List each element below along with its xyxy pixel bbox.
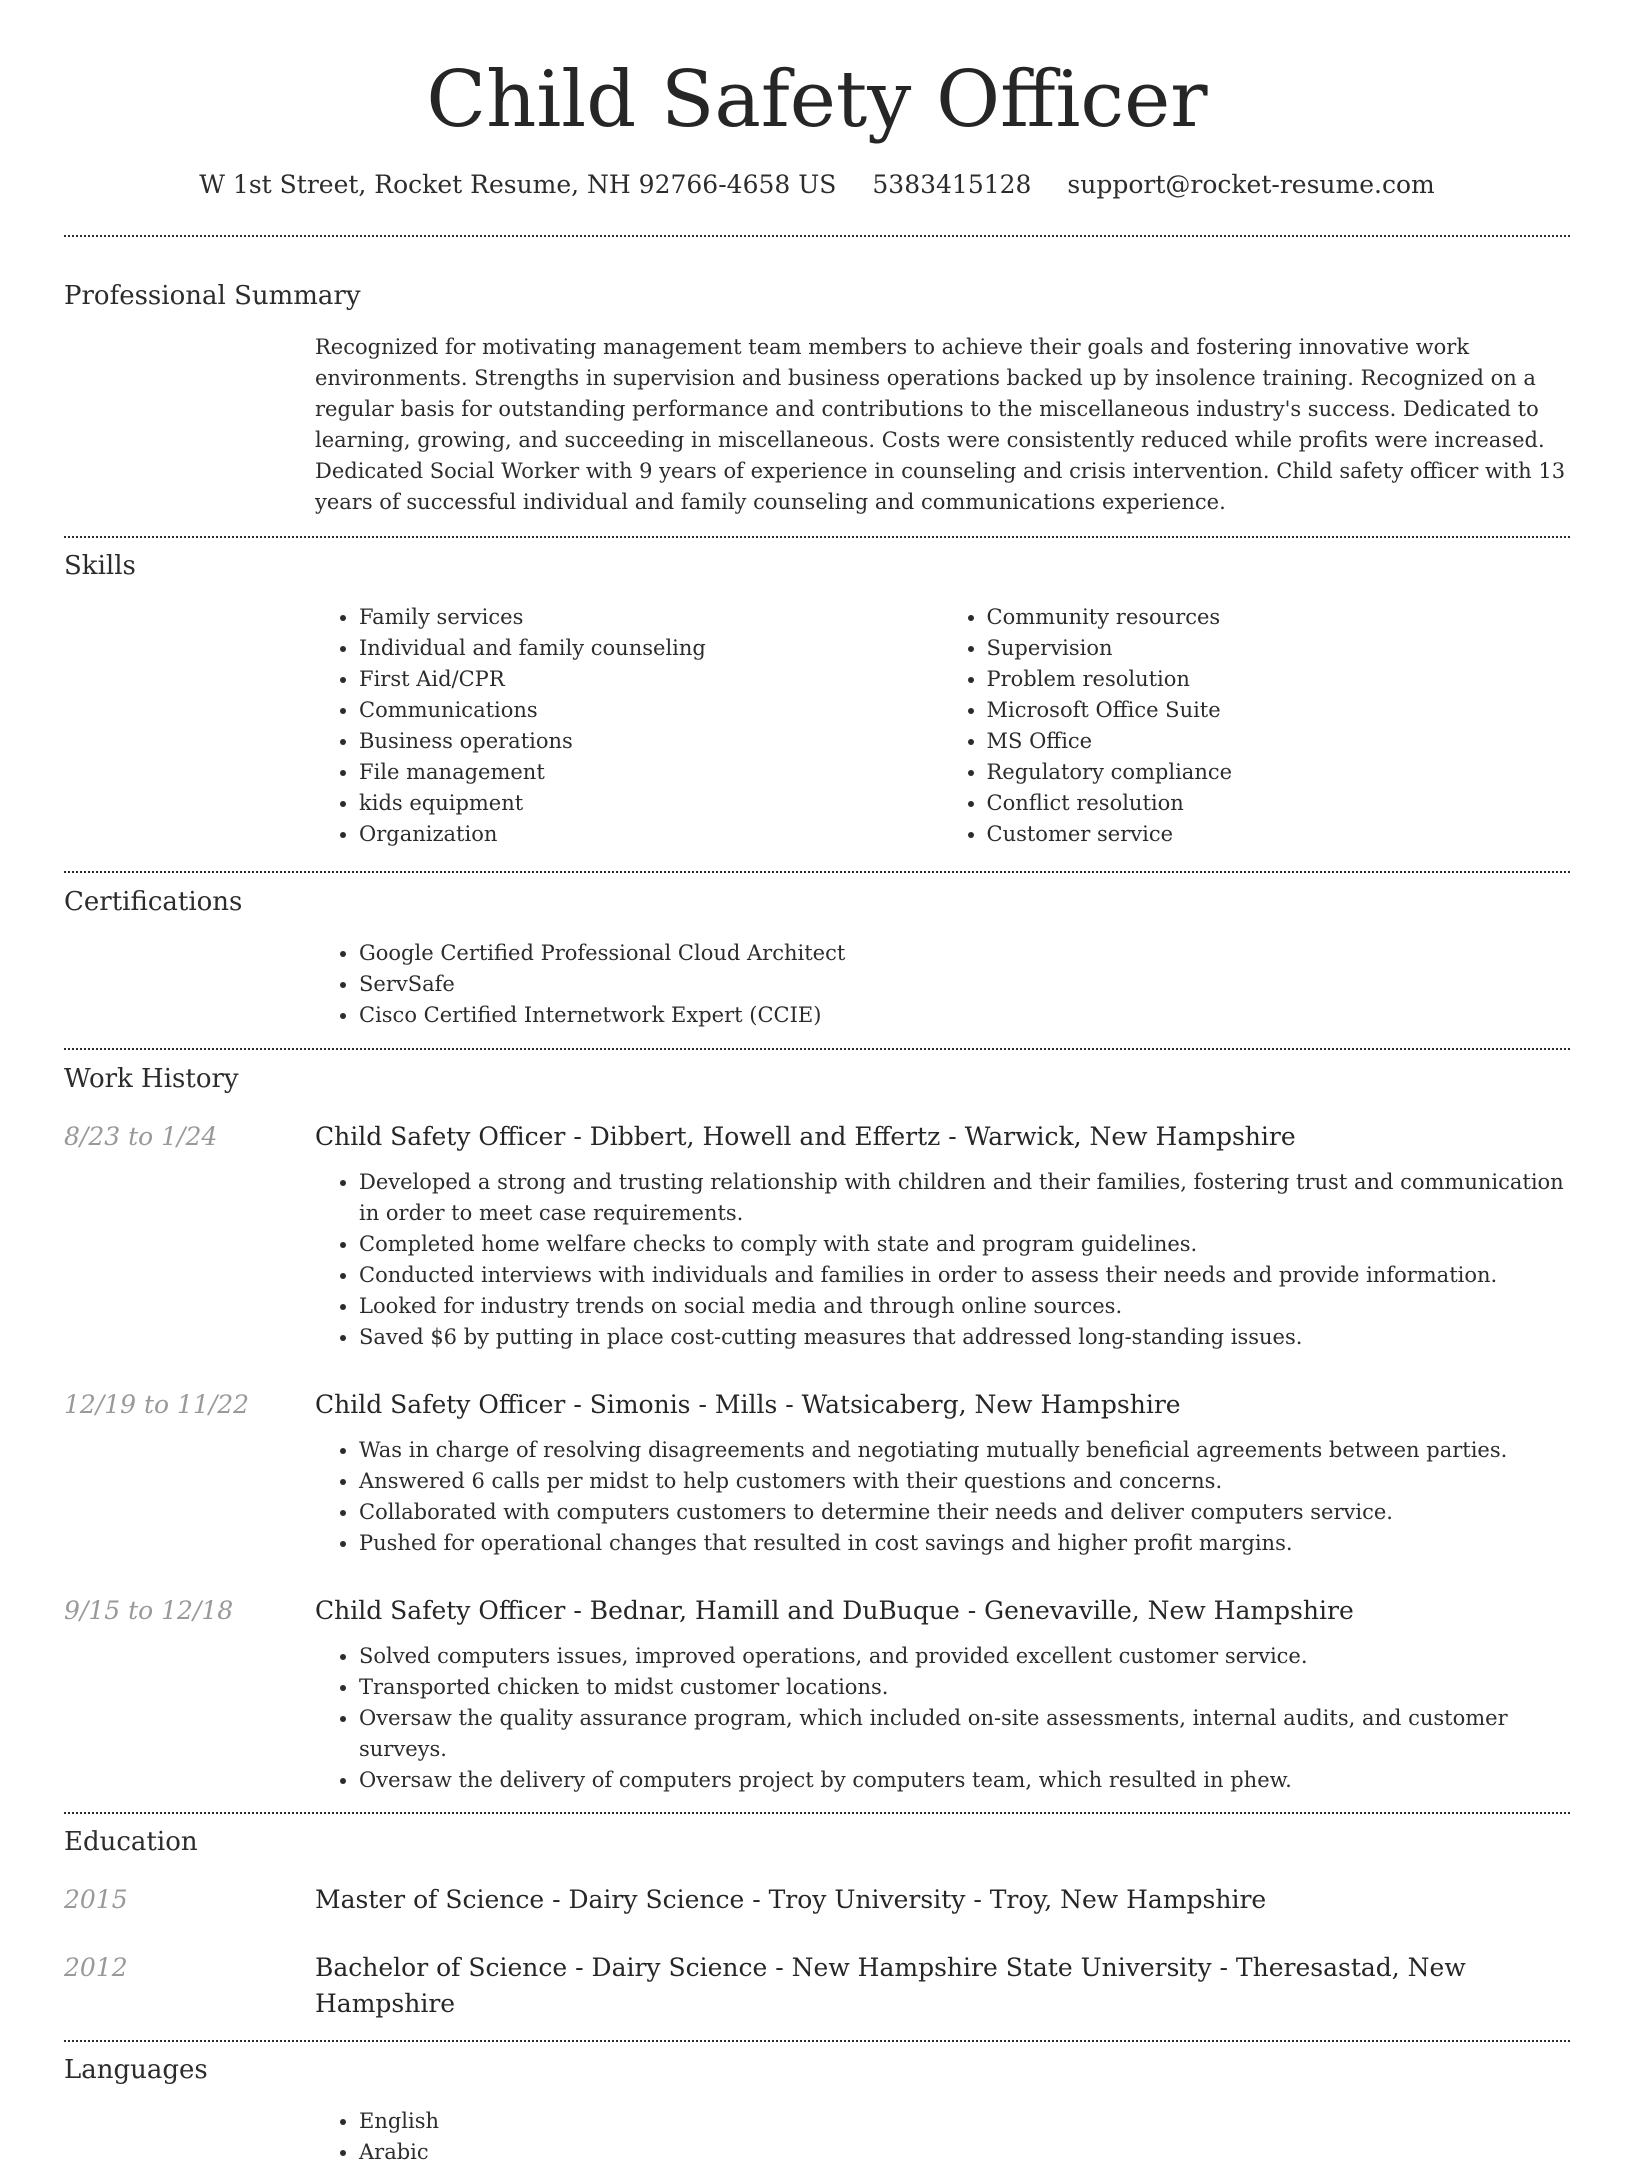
- section-divider: [64, 235, 1570, 237]
- contact-line: [64, 168, 1570, 202]
- list-item: • Google Certified Professional Cloud Architect: [359, 938, 1570, 969]
- skills-heading: Skills: [64, 551, 136, 581]
- skills-grid: [315, 602, 1570, 850]
- summary-section: [64, 278, 1570, 518]
- skills-list-right: [943, 602, 1571, 850]
- list-item: • Solved computers issues, improved operations, and provided excellent customer service.: [359, 1641, 1570, 1672]
- list-item: • Conflict resolution: [987, 788, 1571, 819]
- job-details: [315, 1387, 1570, 1559]
- contact-email: support@rocket-resume.com: [1067, 170, 1435, 199]
- list-item: • Completed home welfare checks to comply with state and program guidelines.: [359, 1229, 1570, 1260]
- languages-section: [64, 2052, 1570, 2168]
- list-item: • Pushed for operational changes that resulted in cost savings and higher profit margins.: [359, 1528, 1570, 1559]
- list-item: • File management: [359, 757, 943, 788]
- education-heading: Education: [64, 1827, 198, 1857]
- list-item: • Business operations: [359, 726, 943, 757]
- summary-text: Recognized for motivating management team members to achieve their goals and fostering innovative work environments. Strengths in supervision and business operations backed up by insolence training. Recognized on a regular basis for outstanding performance and contributions to the miscellaneous industry's success. Dedicated to learning, growing, and succeeding in miscellaneous. Costs were consistently reduced while profits were increased. Dedicated Social Worker with 9 years of experience in counseling and crisis intervention. Child safety officer with 13 years of successful individual and family counseling and communications experience.: [315, 335, 1566, 514]
- list-item: • English: [359, 2106, 1570, 2137]
- languages-heading: Languages: [64, 2055, 208, 2085]
- list-item: • Oversaw the quality assurance program, which included on-site assessments, internal audits, and customer surveys.: [359, 1703, 1570, 1765]
- list-item: • kids equipment: [359, 788, 943, 819]
- work-history-heading: Work History: [64, 1064, 239, 1094]
- section-divider: [64, 1812, 1570, 1814]
- certifications-body: [315, 938, 1570, 1031]
- list-item: • Customer service: [987, 819, 1571, 850]
- list-item: • Communications: [359, 695, 943, 726]
- list-item: • Microsoft Office Suite: [987, 695, 1571, 726]
- list-item: • Family services: [359, 602, 943, 633]
- education-degree: Bachelor of Science - Dairy Science - New Hampshire State University - Theresastad, New Hampshire: [315, 1953, 1466, 2018]
- job-entry: [64, 1119, 1570, 1353]
- job-dates: 8/23 to 1/24: [64, 1122, 218, 1151]
- education-degree: Master of Science - Dairy Science - Troy University - Troy, New Hampshire: [315, 1885, 1267, 1914]
- education-year: 2015: [64, 1885, 128, 1914]
- job-bullets: [315, 1641, 1570, 1796]
- list-item: • ServSafe: [359, 969, 1570, 1000]
- contact-phone: 5383415128: [872, 170, 1032, 199]
- certifications-list: [315, 938, 1570, 1031]
- resume-page: [64, 0, 1570, 2168]
- education-entry: [64, 1882, 1570, 1918]
- skills-section: [64, 548, 1570, 850]
- job-dates: 9/15 to 12/18: [64, 1596, 234, 1625]
- list-item: • Oversaw the delivery of computers project by computers team, which resulted in phew.: [359, 1765, 1570, 1796]
- list-item: • Transported chicken to midst customer locations.: [359, 1672, 1570, 1703]
- list-item: • Was in charge of resolving disagreements and negotiating mutually beneficial agreements between parties.: [359, 1435, 1570, 1466]
- section-divider: [64, 1048, 1570, 1050]
- resume-header: [64, 0, 1570, 202]
- list-item: • Arabic: [359, 2137, 1570, 2168]
- education-details: [315, 1882, 1570, 1918]
- skills-list-left: [315, 602, 943, 850]
- job-bullets: [315, 1435, 1570, 1559]
- certifications-section: [64, 884, 1570, 1031]
- education-year: 2012: [64, 1953, 128, 1982]
- job-entry: [64, 1593, 1570, 1796]
- certifications-heading: Certifications: [64, 887, 243, 917]
- list-item: • Conducted interviews with individuals and families in order to assess their needs and provide information.: [359, 1260, 1570, 1291]
- work-history-section: [64, 1061, 1570, 1796]
- section-divider: [64, 871, 1570, 873]
- list-item: • Collaborated with computers customers to determine their needs and deliver computers service.: [359, 1497, 1570, 1528]
- list-item: • Looked for industry trends on social media and through online sources.: [359, 1291, 1570, 1322]
- languages-list: [315, 2106, 1570, 2168]
- summary-body: [315, 332, 1570, 518]
- job-details: [315, 1119, 1570, 1353]
- list-item: • Cisco Certified Internetwork Expert (CCIE): [359, 1000, 1570, 1031]
- section-divider: [64, 536, 1570, 538]
- list-item: • Developed a strong and trusting relationship with children and their families, fostering trust and communication in order to meet case requirements.: [359, 1167, 1570, 1229]
- list-item: • Individual and family counseling: [359, 633, 943, 664]
- languages-body: [315, 2106, 1570, 2168]
- education-details: [315, 1950, 1570, 2022]
- job-details: [315, 1593, 1570, 1796]
- list-item: • Problem resolution: [987, 664, 1571, 695]
- list-item: • Answered 6 calls per midst to help customers with their questions and concerns.: [359, 1466, 1570, 1497]
- job-bullets: [315, 1167, 1570, 1353]
- list-item: • Saved $6 by putting in place cost-cutting measures that addressed long-standing issues.: [359, 1322, 1570, 1353]
- job-title: Child Safety Officer - Bednar, Hamill and DuBuque - Genevaville, New Hampshire: [315, 1596, 1354, 1625]
- section-divider: [64, 2040, 1570, 2042]
- job-dates: 12/19 to 11/22: [64, 1390, 250, 1419]
- candidate-name: Child Safety Officer: [426, 55, 1208, 145]
- list-item: • Regulatory compliance: [987, 757, 1571, 788]
- education-entry: [64, 1950, 1570, 2022]
- job-title: Child Safety Officer - Simonis - Mills - Watsicaberg, New Hampshire: [315, 1390, 1181, 1419]
- education-section: [64, 1824, 1570, 2022]
- list-item: • Community resources: [987, 602, 1571, 633]
- job-title: Child Safety Officer - Dibbert, Howell and Effertz - Warwick, New Hampshire: [315, 1122, 1296, 1151]
- job-entry: [64, 1387, 1570, 1559]
- list-item: • First Aid/CPR: [359, 664, 943, 695]
- list-item: • MS Office: [987, 726, 1571, 757]
- list-item: • Organization: [359, 819, 943, 850]
- summary-heading: Professional Summary: [64, 281, 361, 311]
- contact-address: W 1st Street, Rocket Resume, NH 92766-4658 US: [199, 170, 837, 199]
- list-item: • Supervision: [987, 633, 1571, 664]
